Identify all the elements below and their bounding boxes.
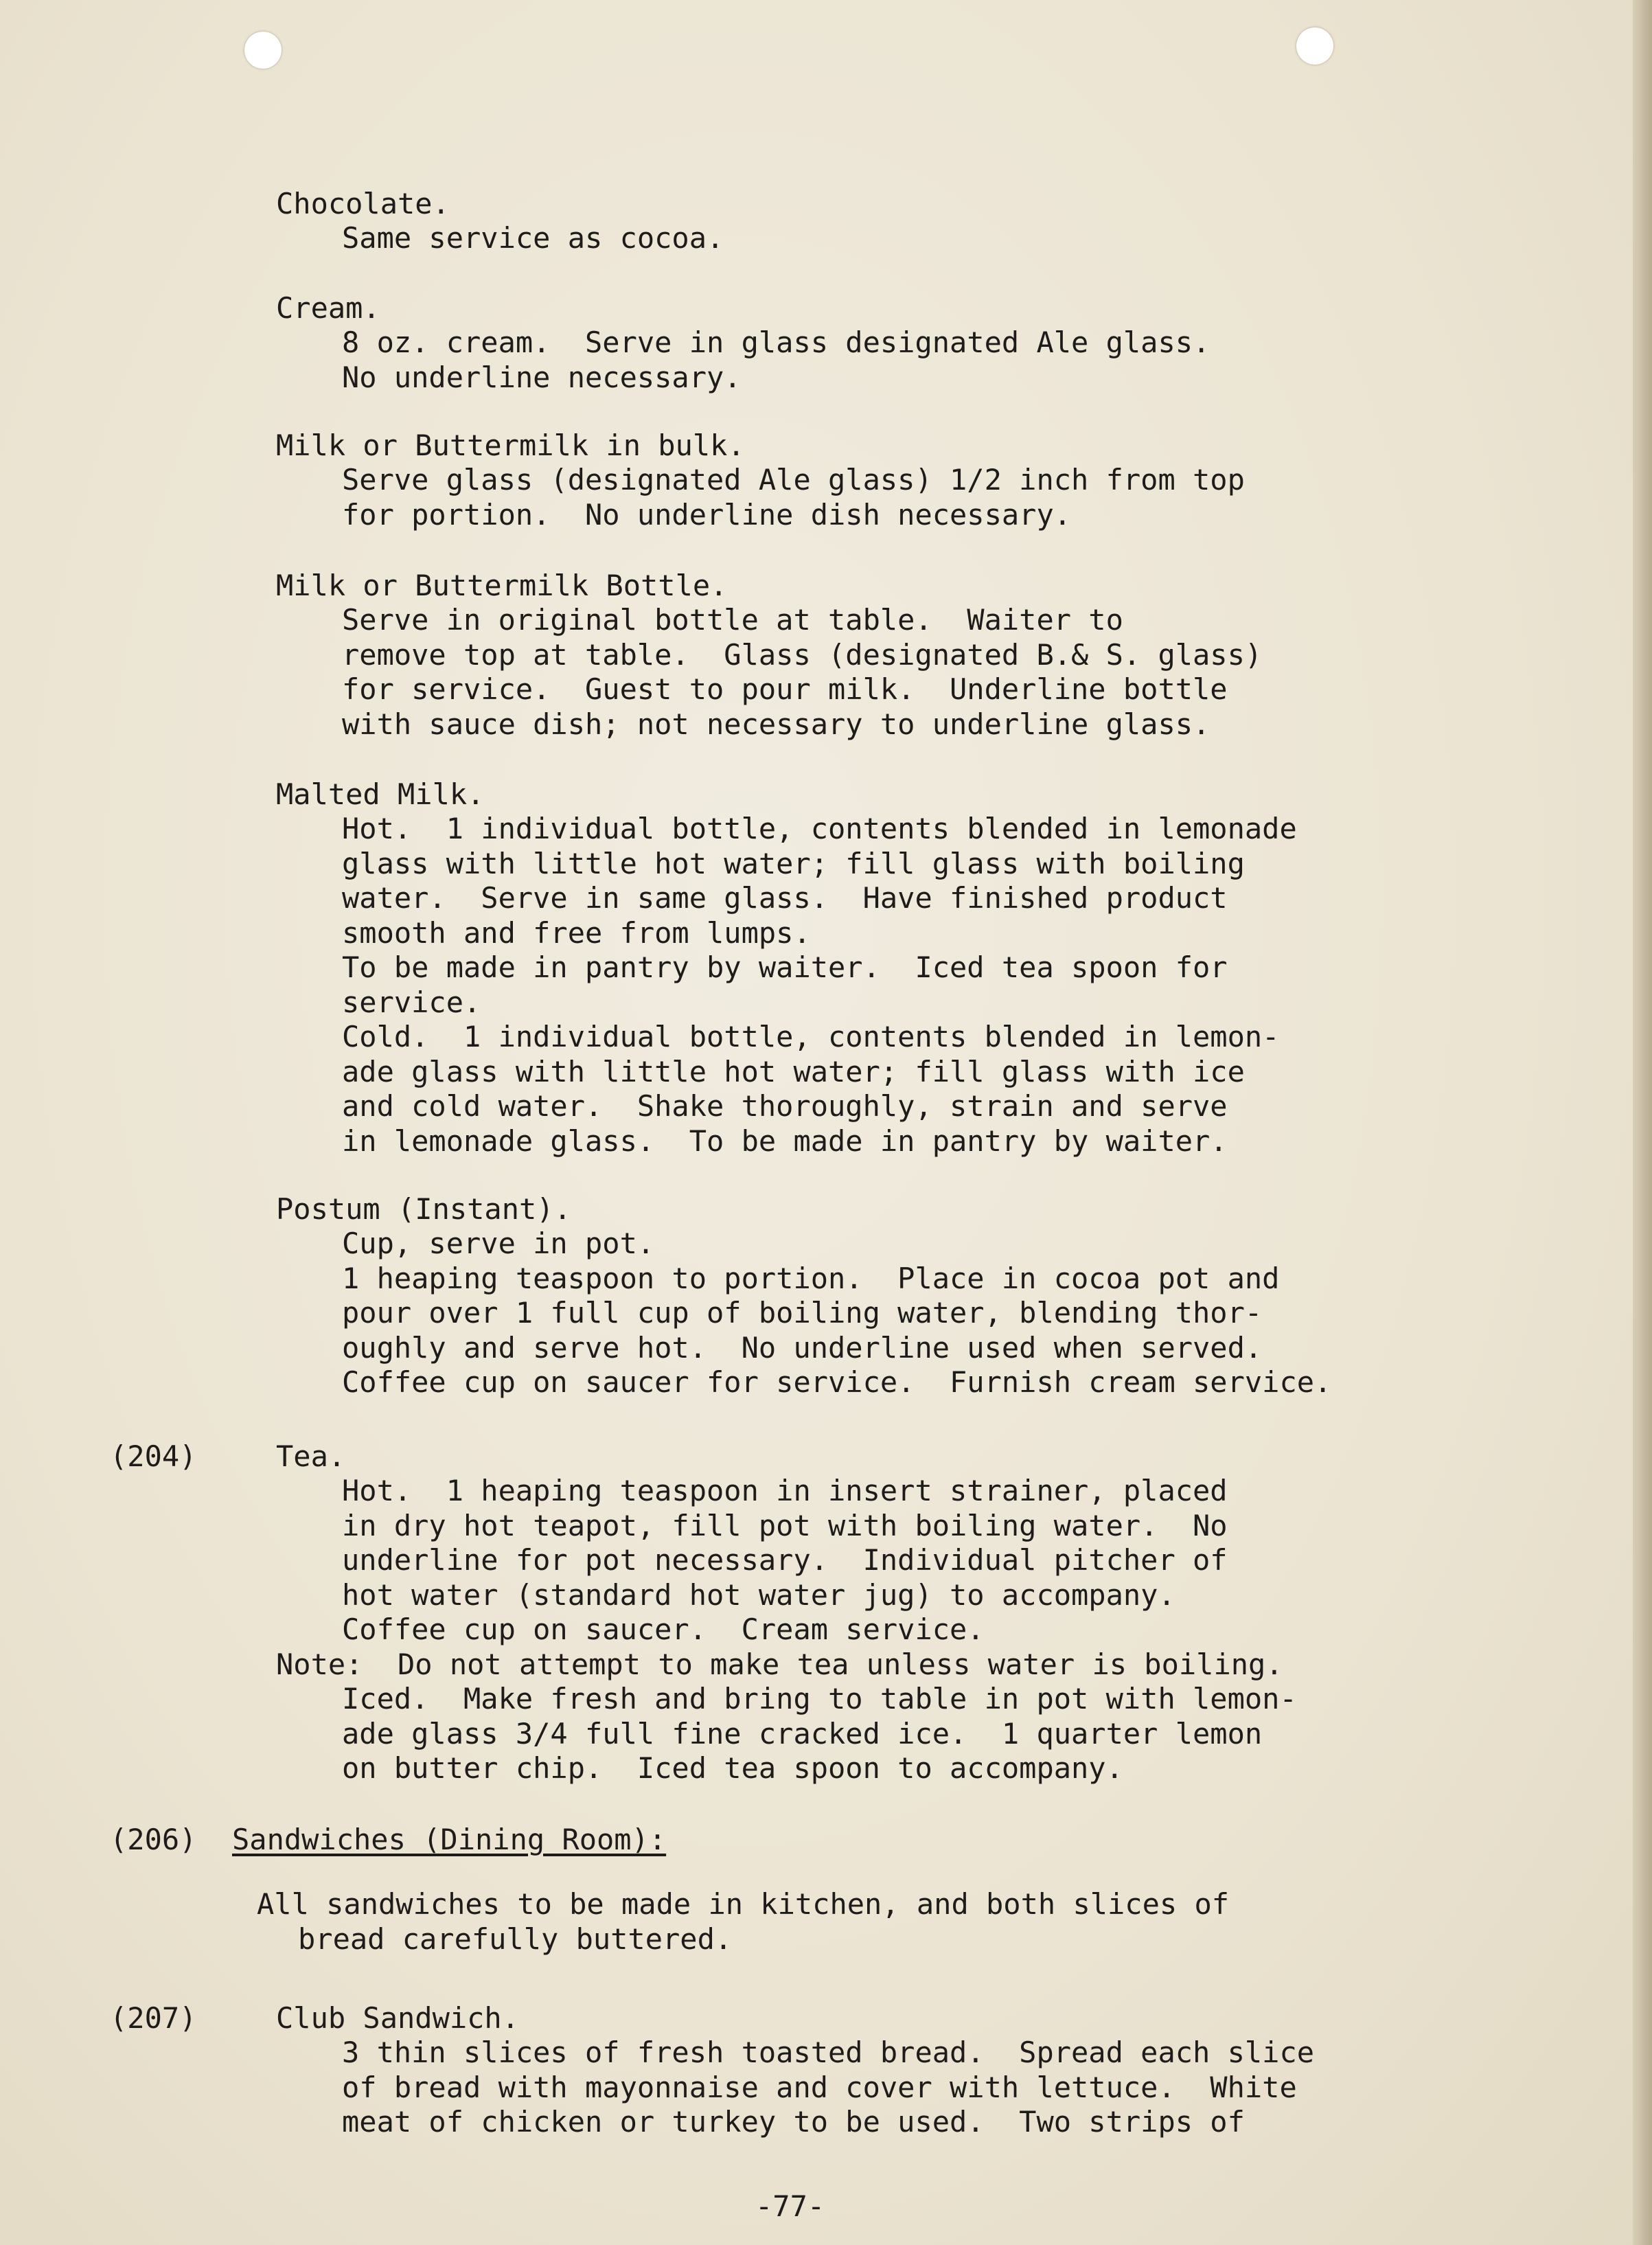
text-line: bread carefully buttered.: [298, 1922, 733, 1956]
section-heading: Sandwiches (Dining Room):: [232, 1823, 667, 1856]
text-line: Coffee cup on saucer for service. Furnish cream service.: [342, 1365, 1332, 1399]
section-heading: Chocolate.: [276, 187, 450, 220]
section-heading: Cream.: [276, 291, 380, 325]
text-line: and cold water. Shake thoroughly, strain and serve: [342, 1089, 1228, 1123]
text-line: on butter chip. Iced tea spoon to accompany.: [342, 1751, 1123, 1785]
section-milk-bottle: [276, 569, 1601, 742]
text-line: Cup, serve in pot.: [342, 1227, 655, 1260]
section-heading: Tea.: [276, 1439, 346, 1473]
item-number: (206): [110, 1823, 197, 1856]
text-line: Cold. 1 individual bottle, contents blended in lemon-: [342, 1020, 1280, 1053]
page-number: -77-: [755, 2189, 825, 2223]
text-line: Serve in original bottle at table. Waiter to: [342, 603, 1123, 637]
section-chocolate: [276, 187, 1601, 256]
section-postum: [276, 1192, 1601, 1400]
item-number: (207): [110, 2001, 197, 2035]
section-malted-milk: [276, 777, 1601, 1159]
item-number: (204): [110, 1439, 197, 1473]
text-line: Hot. 1 heaping teaspoon in insert strainer, placed: [342, 1474, 1228, 1507]
section-heading: Malted Milk.: [276, 777, 485, 811]
text-line: meat of chicken or turkey to be used. Two strips of: [342, 2105, 1245, 2139]
text-line: ade glass 3/4 full fine cracked ice. 1 quarter lemon: [342, 1716, 1263, 1751]
section-body: [276, 221, 1601, 256]
text-line: Same service as cocoa.: [342, 221, 724, 255]
text-line: Note: Do not attempt to make tea unless water is boiling.: [276, 1647, 1283, 1681]
text-line: with sauce dish; not necessary to underline glass.: [342, 707, 1211, 741]
section-body: [276, 2036, 1601, 2140]
text-line: Serve glass (designated Ale glass) 1/2 inch from top: [342, 463, 1245, 497]
text-line: Coffee cup on saucer. Cream service.: [342, 1612, 985, 1646]
section-cream: [276, 291, 1601, 395]
text-line: Hot. 1 individual bottle, contents blended in lemonade: [342, 812, 1297, 845]
text-line: 8 oz. cream. Serve in glass designated Ale glass.: [342, 326, 1211, 359]
text-line: service.: [342, 985, 481, 1019]
section-body: [276, 326, 1601, 395]
text-line: Iced. Make fresh and bring to table in pot with lemon-: [342, 1682, 1297, 1716]
section-tea: [276, 1439, 1601, 1786]
section-body: [276, 1474, 1601, 1786]
text-line: 1 heaping teaspoon to portion. Place in cocoa pot and: [342, 1261, 1280, 1295]
text-line: glass with little hot water; fill glass with boiling: [342, 846, 1245, 880]
section-heading: Milk or Buttermilk Bottle.: [276, 569, 728, 602]
section-body: [276, 1227, 1601, 1400]
text-line: of bread with mayonnaise and cover with lettuce. White: [342, 2070, 1297, 2104]
section-body: [276, 812, 1601, 1159]
text-line: 3 thin slices of fresh toasted bread. Spread each slice: [342, 2036, 1315, 2069]
section-body: [276, 463, 1601, 532]
text-line: hot water (standard hot water jug) to accompany.: [342, 1577, 1175, 1612]
text-line: for service. Guest to pour milk. Underline bottle: [342, 672, 1228, 706]
text-line: for portion. No underline dish necessary.: [342, 497, 1072, 532]
text-line: pour over 1 full cup of boiling water, blending thor-: [342, 1296, 1263, 1330]
section-sandwiches: [232, 1823, 1557, 1957]
section-heading: Club Sandwich.: [276, 2001, 520, 2035]
section-milk-bulk: [276, 429, 1601, 532]
text-line: smooth and free from lumps.: [342, 915, 811, 950]
text-line: in dry hot teapot, fill pot with boiling water. No: [342, 1508, 1228, 1542]
punch-hole-left: [244, 32, 282, 69]
section-heading: Milk or Buttermilk in bulk.: [276, 429, 745, 462]
text-line: All sandwiches to be made in kitchen, and both slices of: [257, 1887, 1230, 1921]
text-line: oughly and serve hot. No underline used when served.: [342, 1330, 1263, 1365]
section-body: [232, 1887, 1557, 1957]
punch-hole-right: [1296, 27, 1333, 65]
section-club-sandwich: [276, 2001, 1601, 2140]
section-heading: Postum (Instant).: [276, 1192, 571, 1226]
text-line: water. Serve in same glass. Have finished product: [342, 881, 1228, 915]
text-line: in lemonade glass. To be made in pantry by waiter.: [342, 1124, 1228, 1158]
section-body: [276, 603, 1601, 742]
text-line: underline for pot necessary. Individual pitcher of: [342, 1543, 1228, 1577]
text-line: No underline necessary.: [342, 360, 742, 394]
text-line: ade glass with little hot water; fill glass with ice: [342, 1054, 1245, 1089]
text-line: remove top at table. Glass (designated B.& S. glass): [342, 637, 1263, 672]
page-edge: [1633, 0, 1652, 2245]
text-line: To be made in pantry by waiter. Iced tea spoon for: [342, 950, 1228, 984]
